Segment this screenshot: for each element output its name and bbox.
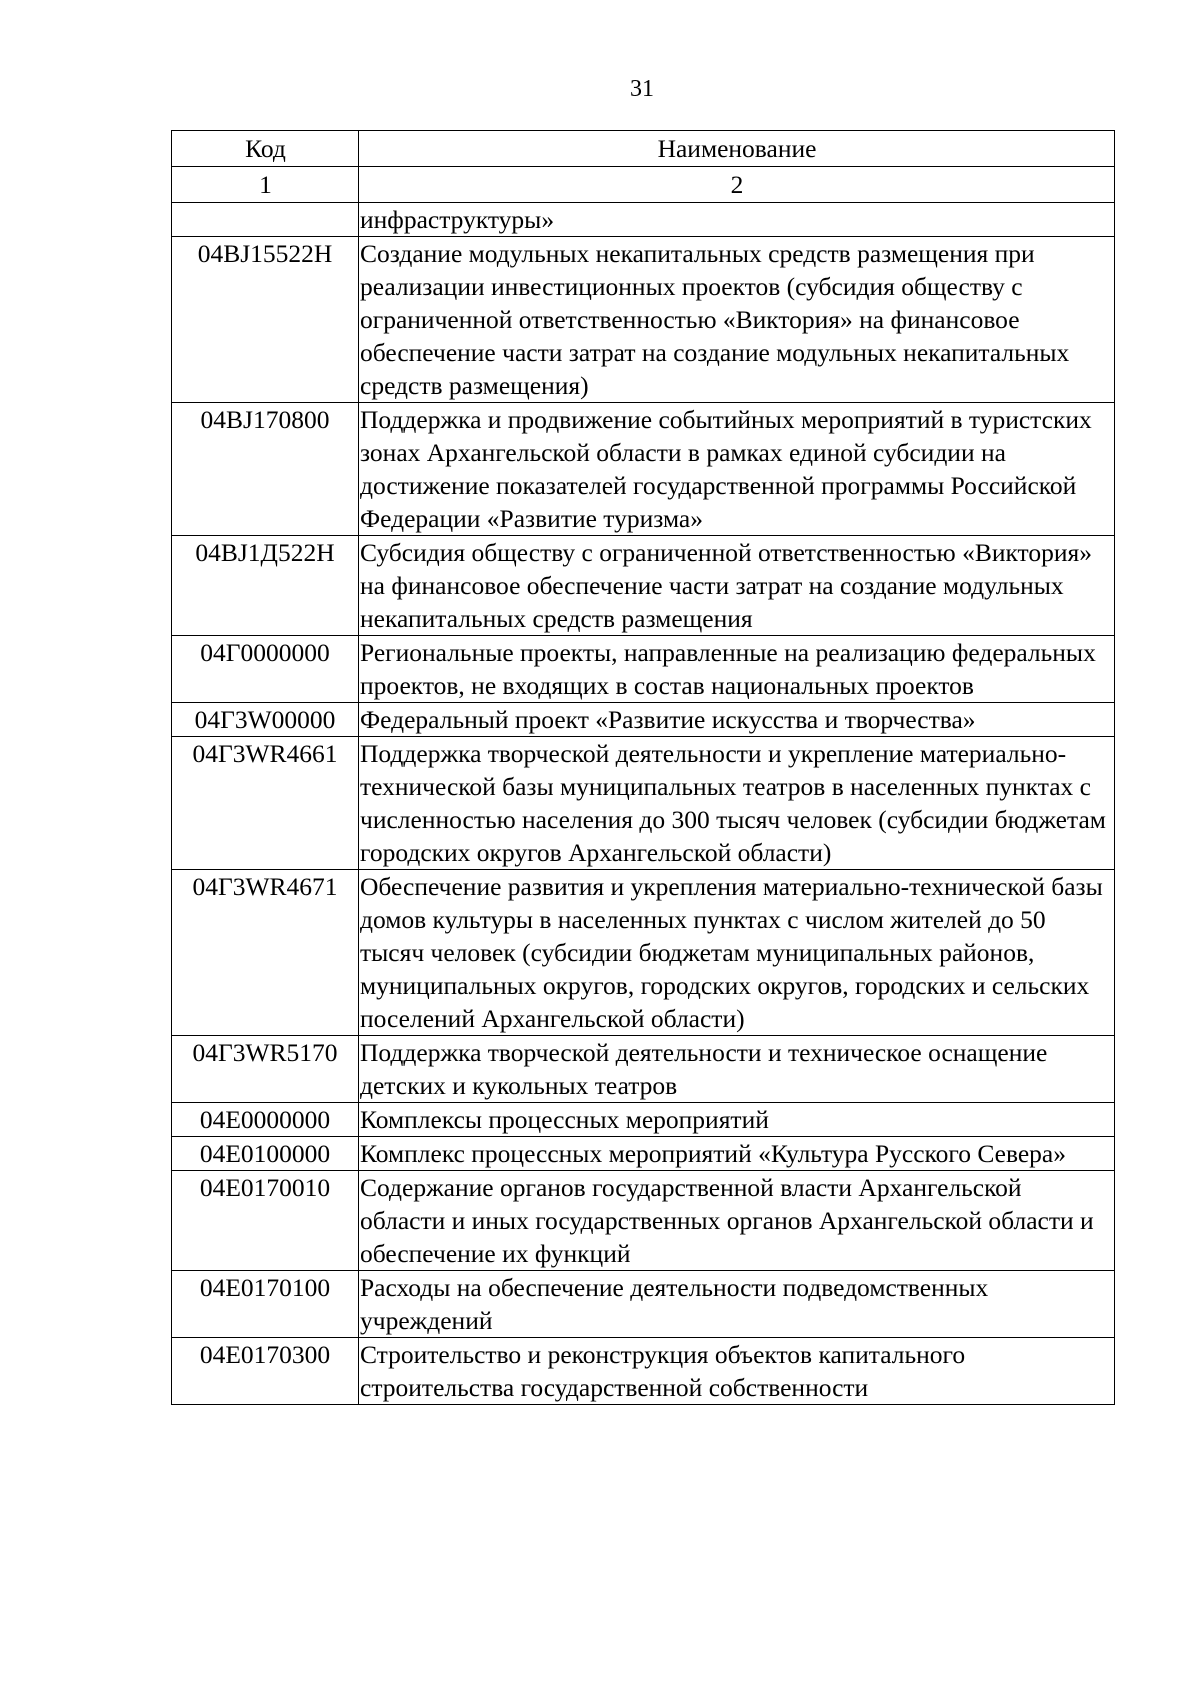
budget-codes-table	[171, 130, 1115, 1405]
row-code: 04Е0170100	[172, 1271, 359, 1338]
table-row	[172, 1271, 1115, 1338]
table-body	[172, 203, 1115, 1405]
row-code: 04Е0170010	[172, 1171, 359, 1271]
row-code: 04Е0100000	[172, 1137, 359, 1171]
row-name: Обеспечение развития и укрепления материально-технической базы домов культуры в населенных пунктах с числом жителей до 50 тысяч человек (субсидии бюджетам муниципальных районов, муниципальных округов, городских округов, городских и сельских поселений Архангельской области)	[359, 870, 1115, 1036]
row-name: Расходы на обеспечение деятельности подведомственных учреждений	[359, 1271, 1115, 1338]
row-name: Региональные проекты, направленные на реализацию федеральных проектов, не входящих в состав национальных проектов	[359, 636, 1115, 703]
table-row	[172, 1137, 1115, 1171]
row-name: Поддержка и продвижение событийных мероприятий в туристских зонах Архангельской области в рамках единой субсидии на достижение показателей государственной программы Российской Федерации «Развитие туризма»	[359, 403, 1115, 536]
row-code: 04BJ170800	[172, 403, 359, 536]
row-name: Комплексы процессных мероприятий	[359, 1103, 1115, 1137]
header-row	[172, 131, 1115, 167]
row-code: 04Г0000000	[172, 636, 359, 703]
row-code: 04Г3WR4661	[172, 737, 359, 870]
row-code: 04Г3WR4671	[172, 870, 359, 1036]
row-name: Создание модульных некапитальных средств размещения при реализации инвестиционных проектов (субсидия обществу с ограниченной ответственностью «Виктория» на финансовое обеспечение части затрат на создание модульных некапитальных средств размещения)	[359, 237, 1115, 403]
header-code: Код	[172, 131, 359, 167]
table-header	[172, 131, 1115, 203]
table-row	[172, 636, 1115, 703]
table-row	[172, 203, 1115, 237]
column-number-2: 2	[359, 167, 1115, 203]
table-row	[172, 237, 1115, 403]
row-code: 04Г3W00000	[172, 703, 359, 737]
table-row	[172, 1036, 1115, 1103]
row-name: Федеральный проект «Развитие искусства и творчества»	[359, 703, 1115, 737]
header-name: Наименование	[359, 131, 1115, 167]
row-name: инфраструктуры»	[359, 203, 1115, 237]
row-code: 04Е0000000	[172, 1103, 359, 1137]
row-code: 04BJ15522H	[172, 237, 359, 403]
row-name: Поддержка творческой деятельности и техническое оснащение детских и кукольных театров	[359, 1036, 1115, 1103]
table-row	[172, 870, 1115, 1036]
page-number: 31	[630, 76, 654, 102]
row-code: 04BJ1Д522H	[172, 536, 359, 636]
table-row	[172, 536, 1115, 636]
table-row	[172, 1338, 1115, 1405]
row-code	[172, 203, 359, 237]
row-name: Субсидия обществу с ограниченной ответственностью «Виктория» на финансовое обеспечение части затрат на создание модульных некапитальных средств размещения	[359, 536, 1115, 636]
column-number-1: 1	[172, 167, 359, 203]
row-name: Строительство и реконструкция объектов капитального строительства государственной собственности	[359, 1338, 1115, 1405]
table-row	[172, 403, 1115, 536]
row-code: 04Г3WR5170	[172, 1036, 359, 1103]
row-name: Комплекс процессных мероприятий «Культура Русского Севера»	[359, 1137, 1115, 1171]
row-name: Содержание органов государственной власти Архангельской области и иных государственных органов Архангельской области и обеспечение их функций	[359, 1171, 1115, 1271]
table-row	[172, 1171, 1115, 1271]
row-code: 04Е0170300	[172, 1338, 359, 1405]
table-row	[172, 1103, 1115, 1137]
column-number-row	[172, 167, 1115, 203]
row-name: Поддержка творческой деятельности и укрепление материально-технической базы муниципальных театров в населенных пунктах с численностью населения до 300 тысяч человек (субсидии бюджетам городских округов Архангельской области)	[359, 737, 1115, 870]
table-row	[172, 703, 1115, 737]
table-row	[172, 737, 1115, 870]
